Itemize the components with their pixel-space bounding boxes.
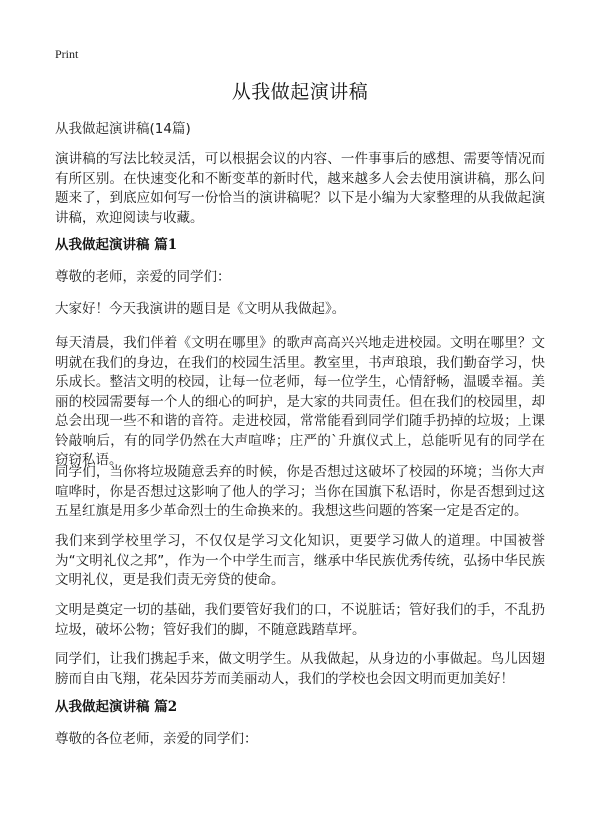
print-label: Print xyxy=(55,47,79,61)
body-paragraph: 文明是奠定一切的基础，我们要管好我们的口，不说脏话；管好我们的手，不乱扔垃圾，破坏公物；管好我们的脚，不随意践踏草坪。 xyxy=(55,602,545,638)
greeting-paragraph: 尊敬的老师，亲爱的同学们： xyxy=(55,269,231,285)
closing-paragraph: 同学们，让我们携起手来，做文明学生。从我做起，从身边的小事做起。鸟儿因翅膀而自由飞翔，花朵因芬芳而美丽动人，我们的学校也会因文明而更加美好！ xyxy=(55,651,545,687)
intro-paragraph: 演讲稿的写法比较灵活，可以根据会议的内容、一件事事后的感想、需要等情况而有所区别。在快速变化和不断变革的新时代，越来越多人会去使用演讲稿，那么问题来了，到底应如何写一份恰当的演讲稿呢？以下是小编为大家整理的从我做起演讲稿，欢迎阅读与收藏。 xyxy=(55,151,545,226)
greeting-paragraph: 尊敬的各位老师，亲爱的同学们： xyxy=(55,731,258,747)
document-title: 从我做起演讲稿 xyxy=(231,81,369,103)
body-paragraph: 同学们，当你将垃圾随意丢弃的时候，你是否想过这破坏了校园的环境；当你大声喧哗时，你是否想过这影响了他人的学习；当你在国旗下私语时，你是否想到过这五星红旗是用多少革命烈士的生命换来的。我想这些问题的答案一定是否定的。 xyxy=(55,464,545,519)
body-paragraph: 我们来到学校里学习，不仅仅是学习文化知识，更要学习做人的道理。中国被誉为“文明礼仪之邦”，作为一个中学生而言，继承中华民族优秀传统，弘扬中华民族文明礼仪，更是我们责无旁贷的使命。 xyxy=(55,533,545,588)
section-heading-1: 从我做起演讲稿 篇1 xyxy=(55,237,178,253)
opening-paragraph: 大家好！今天我演讲的题目是《文明从我做起》。 xyxy=(55,301,346,317)
section-heading-2: 从我做起演讲稿 篇2 xyxy=(55,699,178,715)
document-subtitle: 从我做起演讲稿(14篇) xyxy=(55,121,191,137)
body-paragraph: 每天清晨，我们伴着《文明在哪里》的歌声高高兴兴地走进校园。文明在哪里？文明就在我们的身边，在我们的校园生活里。教室里，书声琅琅，我们勤奋学习，快乐成长。整洁文明的校园，让每一位老师，每一位学生，心情舒畅，温暖幸福。美丽的校园需要每一个人的细心的呵护，是大家的共同责任。但在我们的校园里，却总会出现一些不和谐的音符。走进校园，常常能看到同学们随手扔掉的垃圾；上课铃敲响后，有的同学仍然在大声喧哗；庄严的`升旗仪式上，总能听见有的同学在窃窃私语。 xyxy=(55,335,545,468)
